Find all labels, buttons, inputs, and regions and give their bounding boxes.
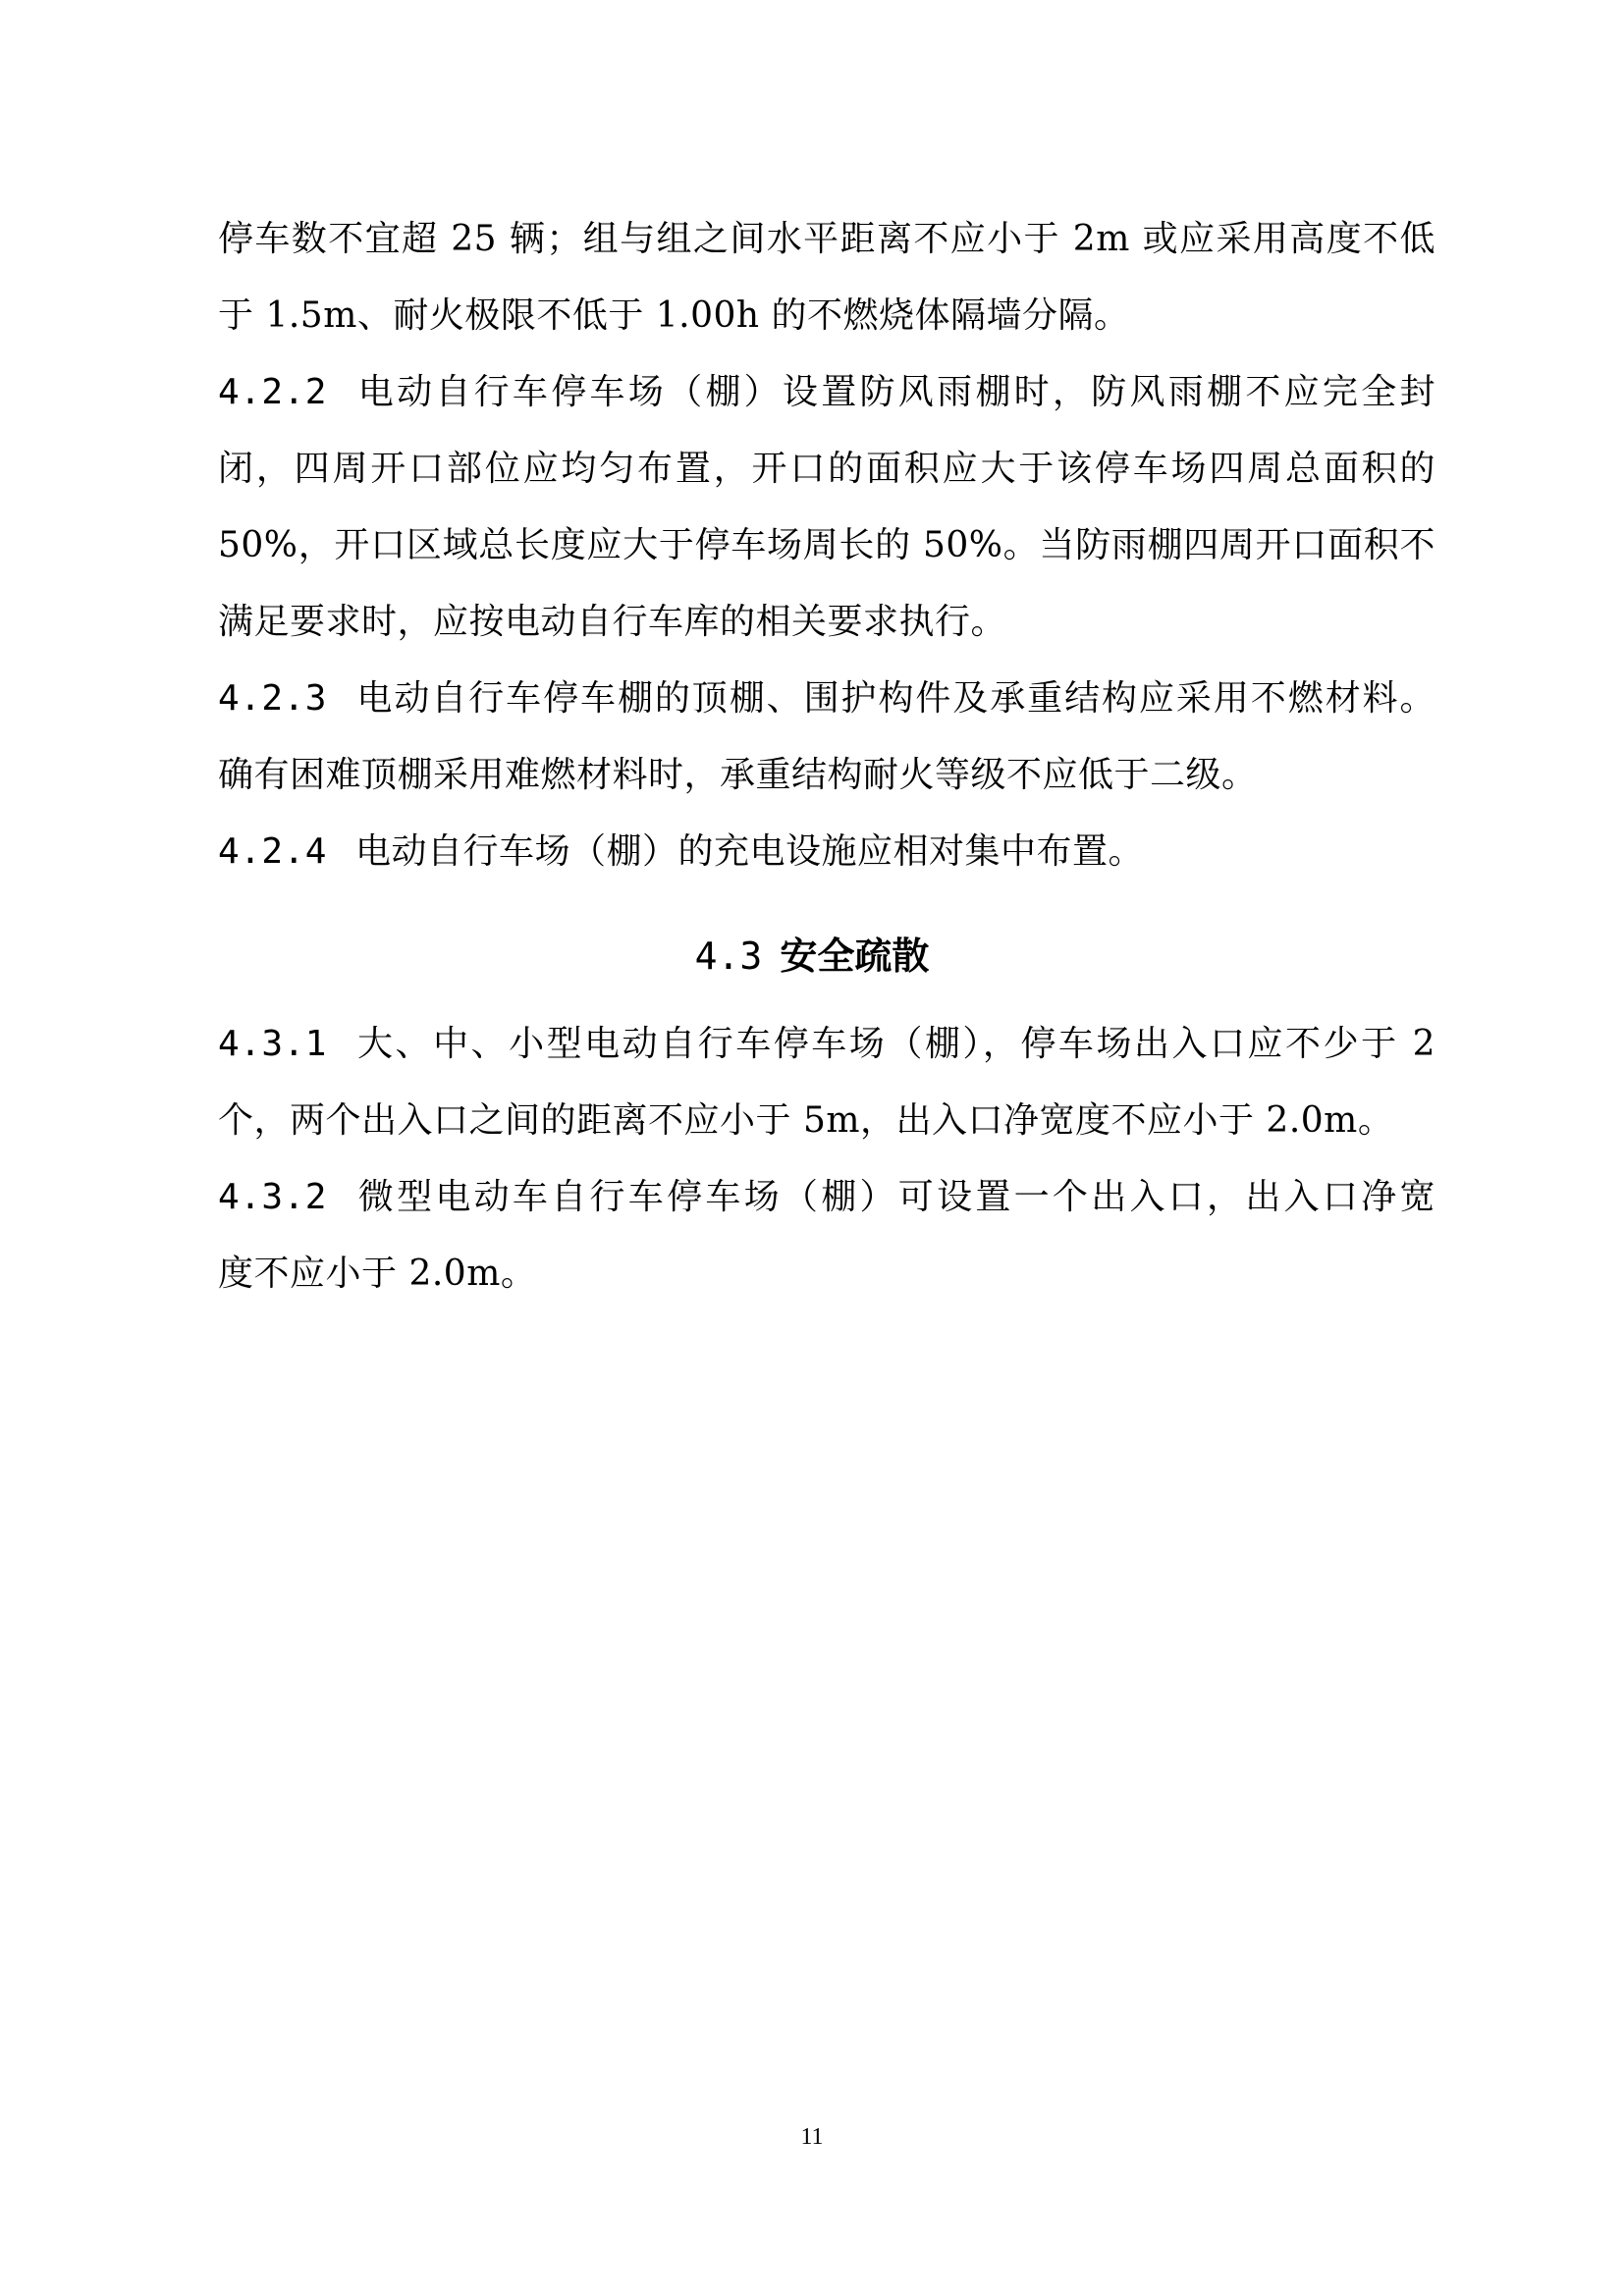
line-text: 50%，开口区域总长度应大于停车场周长的 50%。当防雨棚四周开口面积不 [218, 525, 1435, 565]
clause-number: 4.2.3 [218, 678, 327, 719]
clause-number: 4.3.1 [218, 1024, 327, 1064]
section-number: 4.3 [694, 934, 763, 978]
line-text: 大、中、小型电动自行车停车场（棚），停车场出入口应不少于 2 [355, 1024, 1435, 1064]
paragraph-line [218, 294, 1435, 338]
line-text: 闭，四周开口部位应均匀布置，开口的面积应大于该停车场四周总面积的 [218, 449, 1435, 489]
clause-number: 4.3.2 [218, 1177, 327, 1217]
page-number: 11 [800, 2124, 824, 2150]
paragraph-line [218, 754, 1435, 797]
clause-4-3-1 [218, 1023, 1435, 1066]
paragraph-line [218, 1099, 1435, 1143]
clause-number: 4.2.4 [218, 831, 327, 872]
line-text: 电动自行车场（棚）的充电设施应相对集中布置。 [355, 831, 1145, 872]
paragraph-line [218, 218, 1435, 261]
line-text: 满足要求时，应按电动自行车库的相关要求执行。 [218, 602, 1007, 642]
clause-4-2-3 [218, 677, 1435, 721]
clause-number: 4.2.2 [218, 372, 327, 412]
line-text: 于 1.5m、耐火极限不低于 1.00h 的不燃烧体隔墙分隔。 [218, 295, 1130, 336]
line-text: 停车数不宜超 25 辆；组与组之间水平距离不应小于 2m 或应采用高度不低 [218, 219, 1435, 259]
paragraph-line [218, 1253, 1435, 1296]
line-text: 微型电动车自行车停车场（棚）可设置一个出入口，出入口净宽 [355, 1177, 1435, 1217]
clause-4-2-4 [218, 830, 1435, 874]
section-title: 安全疏散 [780, 934, 930, 978]
paragraph-line [218, 601, 1435, 644]
line-text: 个，两个出入口之间的距离不应小于 5m，出入口净宽度不应小于 2.0m。 [218, 1100, 1394, 1141]
paragraph-line [218, 448, 1435, 491]
clause-4-2-2 [218, 371, 1435, 414]
line-text: 确有困难顶棚采用难燃材料时，承重结构耐火等级不应低于二级。 [218, 755, 1258, 795]
line-text: 电动自行车停车场（棚）设置防风雨棚时，防风雨棚不应完全封 [355, 372, 1435, 412]
line-text: 度不应小于 2.0m。 [218, 1254, 537, 1294]
section-heading [0, 933, 1624, 980]
paragraph-line [218, 524, 1435, 567]
clause-4-3-2 [218, 1176, 1435, 1219]
line-text: 电动自行车停车棚的顶棚、围护构件及承重结构应采用不燃材料。 [355, 678, 1435, 719]
